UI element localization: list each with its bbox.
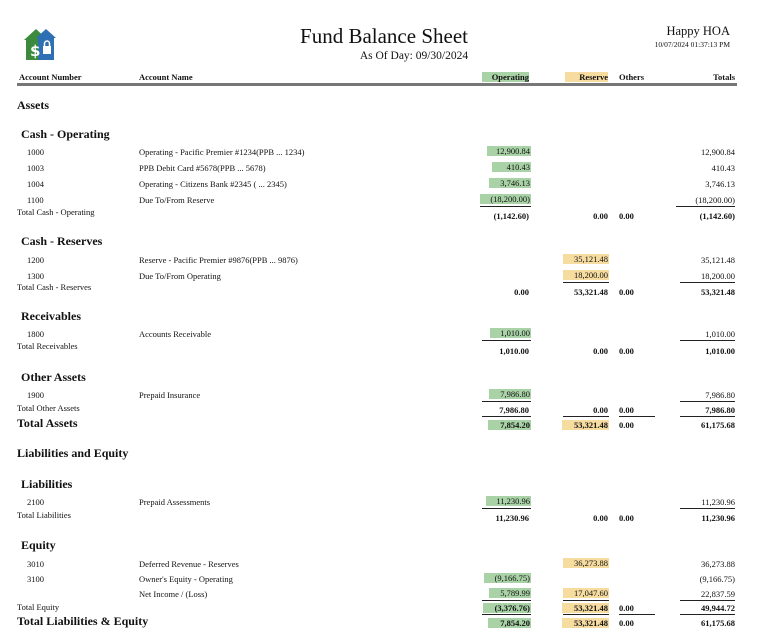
- underline: [619, 614, 655, 615]
- total-value: 1,010.00: [705, 329, 735, 339]
- operating-subtotal: 0.00: [514, 287, 529, 297]
- reserve-value: 35,121.48: [563, 254, 609, 264]
- reserve-value: 17,047.60: [563, 588, 609, 598]
- subtotal-label: Total Receivables: [17, 341, 78, 351]
- subtotal-label: Total Equity: [17, 602, 60, 612]
- underline: [619, 416, 655, 417]
- section-cash-operating: Cash - Operating: [21, 127, 110, 141]
- reserve-value: 36,273.88: [563, 558, 609, 568]
- account-name: Due To/From Reserve: [139, 195, 215, 205]
- underline: [482, 401, 531, 402]
- reserve-total-le: 53,321.48: [562, 618, 609, 628]
- col-account-name: Account Name: [139, 72, 193, 82]
- operating-value: 7,986.80: [489, 389, 531, 399]
- total-value: 11,230.96: [701, 497, 735, 507]
- underline: [680, 401, 735, 402]
- underline: [482, 600, 531, 601]
- section-liabilities: Liabilities: [21, 477, 73, 491]
- subtotal-label: Total Cash - Operating: [17, 207, 95, 217]
- others-subtotal: 0.00: [619, 405, 634, 415]
- others-subtotal: 0.00: [619, 211, 634, 221]
- total-subtotal: 11,230.96: [701, 513, 735, 523]
- operating-value: 410.43: [492, 162, 531, 172]
- account-name: Due To/From Operating: [139, 271, 221, 281]
- report-title: Fund Balance Sheet: [300, 24, 468, 48]
- account-number: 1900: [27, 390, 44, 400]
- account-name: Net Income / (Loss): [139, 589, 208, 599]
- col-operating: Operating: [482, 72, 529, 82]
- operating-value: (18,200.00): [480, 194, 531, 204]
- organization-name: Happy HOA: [666, 24, 730, 38]
- operating-value: (9,166.75): [484, 573, 531, 583]
- operating-total-le: 7,854.20: [488, 618, 531, 628]
- col-totals: Totals: [713, 72, 735, 82]
- operating-subtotal: (1,142.60): [493, 211, 529, 221]
- section-equity: Equity: [21, 538, 56, 552]
- account-name: Reserve - Pacific Premier #9876(PPB ... 9876): [139, 255, 298, 265]
- underline: [680, 600, 735, 601]
- total-value: 12,900.84: [701, 147, 735, 157]
- operating-value: 5,789.99: [489, 588, 531, 598]
- operating-value: 11,230.96: [486, 496, 531, 506]
- operating-subtotal: 11,230.96: [495, 513, 529, 523]
- total-liabilities-equity-label: Total Liabilities & Equity: [17, 614, 149, 628]
- header-rule: [17, 83, 737, 86]
- subtotal-label: Total Cash - Reserves: [17, 282, 92, 292]
- total-subtotal: 1,010.00: [705, 346, 735, 356]
- subtotal-label: Total Other Assets: [17, 403, 80, 413]
- account-number: 1000: [27, 147, 44, 157]
- section-receivables: Receivables: [21, 309, 81, 323]
- total-subtotal: (1,142.60): [699, 211, 735, 221]
- total-value: (9,166.75): [699, 574, 735, 584]
- total-assets-label: Total Assets: [17, 416, 78, 430]
- account-number: 1100: [27, 195, 44, 205]
- reserve-value: 18,200.00: [563, 270, 609, 280]
- underline: [563, 614, 609, 615]
- section-cash-reserves: Cash - Reserves: [21, 234, 103, 248]
- underline: [482, 508, 531, 509]
- underline: [482, 340, 531, 341]
- account-name: Operating - Pacific Premier #1234(PPB ... 1234): [139, 147, 305, 157]
- underline: [680, 416, 735, 417]
- section-liabilities-equity: Liabilities and Equity: [17, 446, 129, 460]
- account-name: Operating - Citizens Bank #2345 ( ... 2345): [139, 179, 287, 189]
- operating-value: 3,746.13: [489, 178, 531, 188]
- others-subtotal: 0.00: [619, 346, 634, 356]
- underline: [680, 614, 735, 615]
- account-number: 1300: [27, 271, 44, 281]
- section-other-assets: Other Assets: [21, 370, 86, 384]
- grand-total-le: 61,175.68: [701, 618, 735, 628]
- account-name: PPB Debit Card #5678(PPB ... 5678): [139, 163, 266, 173]
- reserve-subtotal: 53,321.48: [574, 287, 608, 297]
- grand-total-assets: 61,175.68: [701, 420, 735, 430]
- underline: [680, 340, 735, 341]
- others-total-le: 0.00: [619, 618, 634, 628]
- underline: [680, 282, 735, 283]
- underline: [482, 416, 531, 417]
- operating-total-assets: 7,854.20: [488, 420, 531, 430]
- reserve-total-assets: 53,321.48: [562, 420, 609, 430]
- operating-subtotal: 1,010.00: [499, 346, 529, 356]
- operating-subtotal: (3,376.76): [483, 603, 531, 613]
- account-name: Deferred Revenue - Reserves: [139, 559, 239, 569]
- others-subtotal: 0.00: [619, 603, 634, 613]
- col-account-number: Account Number: [19, 72, 82, 82]
- total-subtotal: 53,321.48: [701, 287, 735, 297]
- total-subtotal: 49,944.72: [701, 603, 735, 613]
- total-value: 36,273.88: [701, 559, 735, 569]
- underline: [563, 600, 609, 601]
- operating-value: 12,900.84: [487, 146, 531, 156]
- account-name: Prepaid Assessments: [139, 497, 211, 507]
- total-value: 18,200.00: [701, 271, 735, 281]
- generated-timestamp: 10/07/2024 01:37:13 PM: [654, 40, 730, 49]
- account-number: 3100: [27, 574, 44, 584]
- underline: [480, 206, 531, 207]
- report-subtitle: As Of Day: 09/30/2024: [359, 50, 469, 62]
- operating-subtotal: 7,986.80: [499, 405, 529, 415]
- underline: [563, 282, 609, 283]
- others-subtotal: 0.00: [619, 513, 634, 523]
- reserve-subtotal: 53,321.48: [562, 603, 609, 613]
- col-others: Others: [619, 72, 645, 82]
- underline: [482, 614, 531, 615]
- account-name: Prepaid Insurance: [139, 390, 201, 400]
- subtotal-label: Total Liabilities: [17, 510, 71, 520]
- account-number: 1003: [27, 163, 44, 173]
- total-value: 7,986.80: [705, 390, 735, 400]
- reserve-subtotal: 0.00: [593, 346, 608, 356]
- total-value: 410.43: [711, 163, 735, 173]
- reserve-subtotal: 0.00: [593, 211, 608, 221]
- total-value: 3,746.13: [705, 179, 735, 189]
- underline: [680, 508, 735, 509]
- underline: [676, 206, 735, 207]
- account-number: 1800: [27, 329, 44, 339]
- operating-value: 1,010.00: [490, 328, 531, 338]
- reserve-subtotal: 0.00: [593, 513, 608, 523]
- svg-text:$: $: [30, 42, 41, 60]
- section-assets: Assets: [17, 98, 49, 112]
- account-name: Accounts Receivable: [139, 329, 211, 339]
- account-number: 3010: [27, 559, 44, 569]
- account-name: Owner's Equity - Operating: [139, 574, 233, 584]
- total-value: (18,200.00): [695, 195, 735, 205]
- col-reserve: Reserve: [565, 72, 608, 82]
- account-number: 1004: [27, 179, 44, 189]
- total-value: 22,837.59: [701, 589, 735, 599]
- others-total-assets: 0.00: [619, 420, 634, 430]
- reserve-subtotal: 0.00: [593, 405, 608, 415]
- account-number: 2100: [27, 497, 44, 507]
- underline: [563, 416, 609, 417]
- total-subtotal: 7,986.80: [705, 405, 735, 415]
- total-value: 35,121.48: [701, 255, 735, 265]
- others-subtotal: 0.00: [619, 287, 634, 297]
- account-number: 1200: [27, 255, 44, 265]
